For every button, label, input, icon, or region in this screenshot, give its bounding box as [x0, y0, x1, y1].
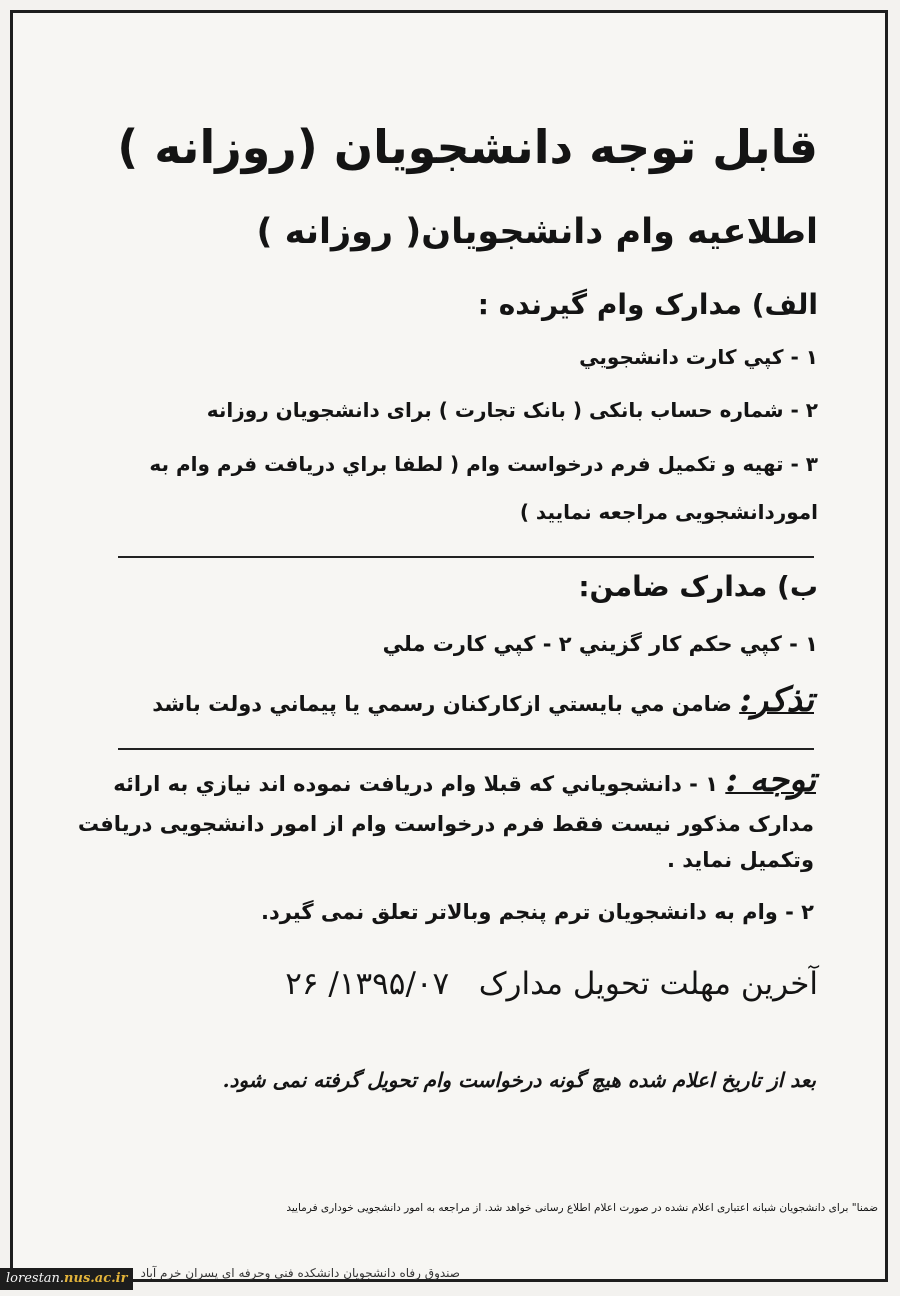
section-b-heading: ب) مدارک ضامن:: [578, 570, 818, 603]
section-a-item-3-cont: اموردانشجویی مراجعه نمایید ): [519, 500, 818, 524]
tazakor-label: تذکر:: [739, 680, 814, 720]
section-a-item-1: ۱ - کپي کارت دانشجويي: [579, 345, 818, 369]
deadline-line: [285, 966, 818, 1002]
divider: [118, 748, 814, 750]
divider: [118, 556, 814, 558]
site-watermark: [0, 1268, 133, 1290]
watermark-highlight: nus.ac.ir: [64, 1271, 128, 1286]
section-b-items: ۱ - کپي حکم کار گزيني ۲ - کپي کارت ملي: [382, 632, 818, 656]
tavajjoh-label: توجه :: [725, 760, 816, 800]
section-a-heading: الف) مدارک وام گیرنده :: [477, 288, 818, 321]
tavajjoh-line-4: ۲ - وام به دانشجویان ترم پنجم وبالاتر تعلق نمی گیرد.: [260, 900, 814, 924]
tazakor-line: [152, 680, 814, 720]
section-a-item-3: ۳ - تهیه و تکمیل فرم درخواست وام ( لطفا براي دريافت فرم وام به: [149, 452, 818, 476]
page-title: قابل توجه دانشجویان (روزانه ): [117, 120, 818, 174]
tavajjoh-line-1: [113, 760, 816, 800]
deadline-date: ۱۳۹۵/۰۷/ ۲۶: [285, 966, 450, 1002]
tavajjoh-text-1: ۱ - دانشجوياني که قبلا وام دريافت نموده اند نيازي به ارائه: [113, 772, 719, 796]
late-notice: بعد از تاریخ اعلام شده هیچ گونه درخواست وام تحویل گرفته نمی شود.: [222, 1068, 816, 1092]
section-a-item-2: ۲ - شماره حساب بانکی ( بانک تجارت ) برای دانشجویان روزانه: [206, 398, 818, 422]
tavajjoh-line-3: وتکمیل نماید .: [666, 848, 814, 872]
page-subtitle: اطلاعیه وام دانشجویان( روزانه ): [256, 212, 818, 252]
footnote: ضمنا" برای دانشجویان شبانه اعتباری اعلام نشده در صورت اعلام اطلاع رسانی خواهد شد. از مراجعه به امور دانشجویی خوداری فرمایید: [286, 1202, 878, 1214]
tazakor-text: ضامن مي بايستي ازکارکنان رسمي يا پيماني دولت باشد: [152, 692, 732, 716]
signature-line: صندوق رفاه دانشجويان دانشكده فنی وحرفه ای پسران خرم آباد: [140, 1266, 460, 1280]
deadline-label: آخرین مهلت تحویل مدارک: [478, 966, 818, 1002]
tavajjoh-line-2: مدارک مذکور نیست فقط فرم درخواست وام از امور دانشجویی دریافت: [77, 812, 814, 836]
watermark-prefix: lorestan.: [6, 1271, 65, 1286]
